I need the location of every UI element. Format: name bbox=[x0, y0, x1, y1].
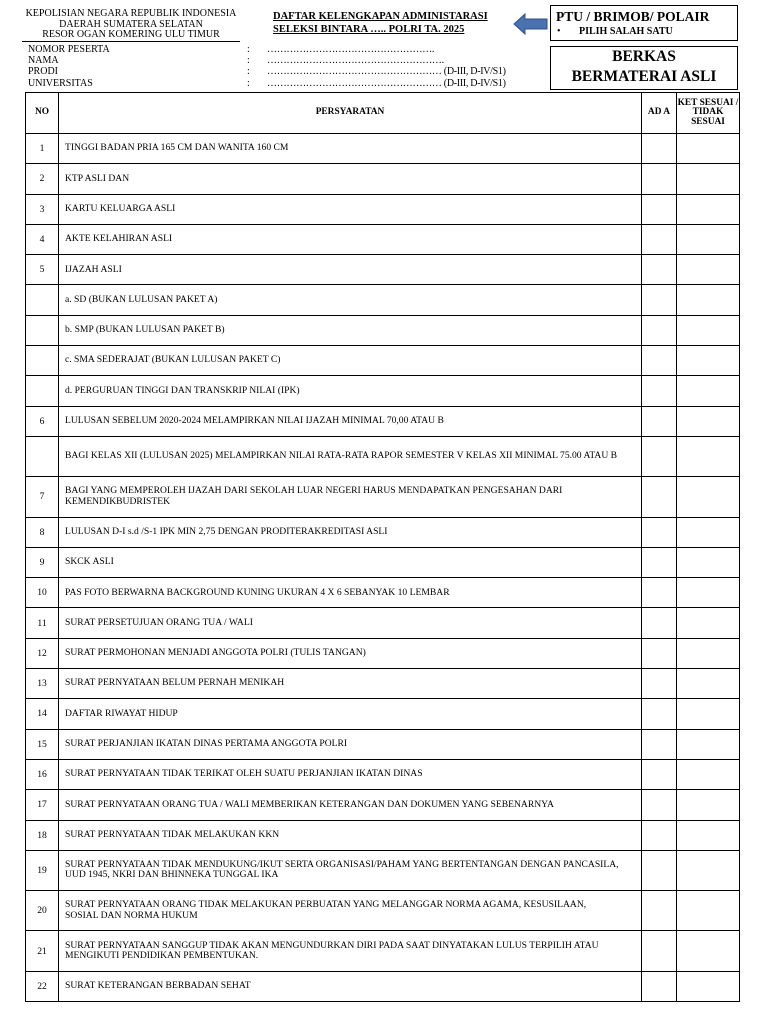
ada-checkbox-cell[interactable] bbox=[642, 729, 677, 759]
ket-cell[interactable] bbox=[677, 608, 740, 638]
ket-cell[interactable] bbox=[677, 931, 740, 971]
field-label: UNIVERSITAS bbox=[28, 77, 93, 89]
ket-cell[interactable] bbox=[677, 729, 740, 759]
table-row bbox=[26, 164, 740, 194]
requirement-text: DAFTAR RIWAYAT HIDUP bbox=[59, 699, 642, 729]
table-row bbox=[26, 699, 740, 729]
ada-checkbox-cell[interactable] bbox=[642, 164, 677, 194]
requirement-text: BAGI KELAS XII (LULUSAN 2025) MELAMPIRKAN NILAI RATA-RATA RAPOR SEMESTER V KELAS XII MINIMAL 75.00 ATAU B bbox=[59, 436, 642, 476]
row-number: 17 bbox=[26, 790, 59, 820]
row-number: 7 bbox=[26, 477, 59, 517]
org-line: DAERAH SUMATERA SELATAN bbox=[59, 18, 203, 30]
ada-checkbox-cell[interactable] bbox=[642, 891, 677, 931]
header-ket: KET SESUAI / TIDAK SESUAI bbox=[677, 93, 740, 134]
field-label: NAMA bbox=[28, 55, 59, 67]
table-row bbox=[26, 790, 740, 820]
header-ada: AD A bbox=[642, 93, 677, 134]
title-line: SELEKSI BINTARA ….. POLRI TA. 2025 bbox=[273, 24, 465, 35]
ket-cell[interactable] bbox=[677, 891, 740, 931]
ada-checkbox-cell[interactable] bbox=[642, 638, 677, 668]
ket-cell[interactable] bbox=[677, 638, 740, 668]
ket-cell[interactable] bbox=[677, 315, 740, 345]
row-number: 12 bbox=[26, 638, 59, 668]
table-row bbox=[26, 517, 740, 547]
row-number bbox=[26, 315, 59, 345]
table-row bbox=[26, 194, 740, 224]
requirement-text: PAS FOTO BERWARNA BACKGROUND KUNING UKURAN 4 X 6 SEBANYAK 10 LEMBAR bbox=[59, 578, 642, 608]
requirement-text: SURAT PERJANJIAN IKATAN DINAS PERTAMA ANGGOTA POLRI bbox=[59, 729, 642, 759]
row-number: 10 bbox=[26, 578, 59, 608]
ket-cell[interactable] bbox=[677, 376, 740, 406]
field-separator: : bbox=[247, 55, 250, 67]
org-underline bbox=[22, 41, 240, 42]
ada-checkbox-cell[interactable] bbox=[642, 376, 677, 406]
table-row bbox=[26, 134, 740, 164]
requirement-text: KARTU KELUARGA ASLI bbox=[59, 194, 642, 224]
field-dots: ……………………………………………. bbox=[267, 44, 435, 55]
table-row bbox=[26, 547, 740, 577]
field-blank[interactable] bbox=[267, 55, 444, 66]
requirement-text: c. SMA SEDERAJAT (BUKAN LULUSAN PAKET C) bbox=[59, 346, 642, 376]
field-label: PRODI bbox=[28, 66, 59, 78]
field-blank[interactable] bbox=[267, 66, 506, 77]
participant-fields bbox=[28, 44, 528, 89]
requirement-text: SURAT PERNYATAAN TIDAK TERIKAT OLEH SUATU PERJANJIAN IKATAN DINAS bbox=[59, 759, 642, 789]
bullet-icon: • bbox=[557, 26, 561, 37]
ada-checkbox-cell[interactable] bbox=[642, 669, 677, 699]
requirement-text: SURAT PERNYATAAN ORANG TIDAK MELAKUKAN PERBUATAN YANG MELANGGAR NORMA AGAMA, KESUSILAAN, SOSIAL DAN NORMA HUKUM bbox=[59, 891, 642, 931]
ket-cell[interactable] bbox=[677, 406, 740, 436]
requirements-table bbox=[25, 92, 740, 1002]
row-number bbox=[26, 376, 59, 406]
organization-name bbox=[22, 9, 240, 41]
ket-cell[interactable] bbox=[677, 547, 740, 577]
field-row-nama bbox=[28, 55, 528, 66]
berkas-line: BERKAS bbox=[612, 48, 676, 65]
ket-cell[interactable] bbox=[677, 477, 740, 517]
row-number: 14 bbox=[26, 699, 59, 729]
ket-cell[interactable] bbox=[677, 255, 740, 285]
table-header-row bbox=[26, 93, 740, 134]
row-number: 9 bbox=[26, 547, 59, 577]
requirement-text: SURAT KETERANGAN BERBADAN SEHAT bbox=[59, 971, 642, 1001]
ada-checkbox-cell[interactable] bbox=[642, 134, 677, 164]
requirement-text: KTP ASLI DAN bbox=[59, 164, 642, 194]
row-number: 2 bbox=[26, 164, 59, 194]
table-row bbox=[26, 931, 740, 971]
ada-checkbox-cell[interactable] bbox=[642, 346, 677, 376]
ket-cell[interactable] bbox=[677, 194, 740, 224]
row-number: 5 bbox=[26, 255, 59, 285]
row-number: 20 bbox=[26, 891, 59, 931]
ket-cell[interactable] bbox=[677, 436, 740, 476]
ket-cell[interactable] bbox=[677, 669, 740, 699]
table-row bbox=[26, 285, 740, 315]
row-number: 21 bbox=[26, 931, 59, 971]
field-row-nomor-peserta bbox=[28, 44, 528, 55]
requirement-text: BAGI YANG MEMPEROLEH IJAZAH DARI SEKOLAH LUAR NEGERI HARUS MENDAPATKAN PENGESAHAN DARI KEMENDIKBUDRISTEK bbox=[59, 477, 642, 517]
ada-checkbox-cell[interactable] bbox=[642, 255, 677, 285]
ada-checkbox-cell[interactable] bbox=[642, 194, 677, 224]
field-dots: ……………………………………………… bbox=[267, 77, 442, 89]
ada-checkbox-cell[interactable] bbox=[642, 850, 677, 890]
requirement-text: SURAT PERNYATAAN SANGGUP TIDAK AKAN MENGUNDURKAN DIRI PADA SAAT DINYATAKAN LULUS TERPILIH ATAU MENGIKUTI PENDIDIKAN PEMBENTUKAN. bbox=[59, 931, 642, 971]
ada-checkbox-cell[interactable] bbox=[642, 578, 677, 608]
ada-checkbox-cell[interactable] bbox=[642, 699, 677, 729]
row-number: 8 bbox=[26, 517, 59, 547]
header-no: NO bbox=[26, 93, 59, 134]
field-dots: ………………………………………………. bbox=[267, 55, 444, 67]
table-row bbox=[26, 255, 740, 285]
ada-checkbox-cell[interactable] bbox=[642, 406, 677, 436]
row-number: 11 bbox=[26, 608, 59, 638]
ket-cell[interactable] bbox=[677, 850, 740, 890]
ket-cell[interactable] bbox=[677, 759, 740, 789]
ket-cell[interactable] bbox=[677, 134, 740, 164]
table-row bbox=[26, 376, 740, 406]
berkas-box bbox=[550, 46, 738, 90]
ada-checkbox-cell[interactable] bbox=[642, 315, 677, 345]
category-sub-label: PILIH SALAH SATU bbox=[579, 26, 673, 37]
row-number: 1 bbox=[26, 134, 59, 164]
requirement-text: a. SD (BUKAN LULUSAN PAKET A) bbox=[59, 285, 642, 315]
header-persyaratan: PERSYARATAN bbox=[59, 93, 642, 134]
ada-checkbox-cell[interactable] bbox=[642, 477, 677, 517]
org-line: RESOR OGAN KOMERING ULU TIMUR bbox=[42, 29, 220, 40]
requirement-text: SURAT PERNYATAAN BELUM PERNAH MENIKAH bbox=[59, 669, 642, 699]
table-row bbox=[26, 315, 740, 345]
ket-cell[interactable] bbox=[677, 699, 740, 729]
category-box bbox=[550, 5, 738, 41]
row-number: 3 bbox=[26, 194, 59, 224]
field-blank[interactable] bbox=[267, 44, 434, 55]
table-row bbox=[26, 759, 740, 789]
table-row bbox=[26, 346, 740, 376]
requirement-text: TINGGI BADAN PRIA 165 CM DAN WANITA 160 CM bbox=[59, 134, 642, 164]
ada-checkbox-cell[interactable] bbox=[642, 436, 677, 476]
requirement-text: SURAT PERNYATAAN ORANG TUA / WALI MEMBERIKAN KETERANGAN DAN DOKUMEN YANG SEBENARNYA bbox=[59, 790, 642, 820]
requirement-text: LULUSAN SEBELUM 2020-2024 MELAMPIRKAN NILAI IJAZAH MINIMAL 70,00 ATAU B bbox=[59, 406, 642, 436]
requirement-text: LULUSAN D-I s.d /S-1 IPK MIN 2,75 DENGAN PRODITERAKREDITASI ASLI bbox=[59, 517, 642, 547]
table-row bbox=[26, 578, 740, 608]
table-row bbox=[26, 820, 740, 850]
row-number: 16 bbox=[26, 759, 59, 789]
table-row bbox=[26, 729, 740, 759]
row-number: 6 bbox=[26, 406, 59, 436]
ada-checkbox-cell[interactable] bbox=[642, 790, 677, 820]
table-row bbox=[26, 436, 740, 476]
berkas-line: BERMATERAI ASLI bbox=[571, 68, 717, 85]
table-row bbox=[26, 406, 740, 436]
requirement-text: AKTE KELAHIRAN ASLI bbox=[59, 224, 642, 254]
requirement-text: d. PERGURUAN TINGGI DAN TRANSKRIP NILAI (IPK) bbox=[59, 376, 642, 406]
field-blank[interactable] bbox=[267, 78, 506, 89]
category-title: PTU / BRIMOB/ POLAIR bbox=[556, 9, 710, 24]
ket-cell[interactable] bbox=[677, 790, 740, 820]
table-row bbox=[26, 638, 740, 668]
field-separator: : bbox=[247, 44, 250, 55]
ada-checkbox-cell[interactable] bbox=[642, 971, 677, 1001]
field-dots: ……………………………………………… bbox=[267, 66, 442, 78]
ada-checkbox-cell[interactable] bbox=[642, 285, 677, 315]
ket-cell[interactable] bbox=[677, 820, 740, 850]
ada-checkbox-cell[interactable] bbox=[642, 547, 677, 577]
requirement-text: SKCK ASLI bbox=[59, 547, 642, 577]
ada-checkbox-cell[interactable] bbox=[642, 931, 677, 971]
table-row bbox=[26, 477, 740, 517]
requirement-text: SURAT PERMOHONAN MENJADI ANGGOTA POLRI (TULIS TANGAN) bbox=[59, 638, 642, 668]
row-number bbox=[26, 346, 59, 376]
requirement-text: SURAT PERNYATAAN TIDAK MENDUKUNG/IKUT SERTA ORGANISASI/PAHAM YANG BERTENTANGAN DENGAN PANCASILA, UUD 1945, NKRI DAN BHINNEKA TUNGGAL IKA bbox=[59, 850, 642, 890]
ket-cell[interactable] bbox=[677, 346, 740, 376]
field-suffix: (D-III, D-IV/S1) bbox=[441, 77, 506, 89]
row-number: 4 bbox=[26, 224, 59, 254]
row-number: 15 bbox=[26, 729, 59, 759]
title-line: DAFTAR KELENGKAPAN ADMINISTARASI bbox=[273, 11, 488, 22]
table-row bbox=[26, 971, 740, 1001]
requirement-text: SURAT PERSETUJUAN ORANG TUA / WALI bbox=[59, 608, 642, 638]
ada-checkbox-cell[interactable] bbox=[642, 759, 677, 789]
table-row bbox=[26, 608, 740, 638]
ada-checkbox-cell[interactable] bbox=[642, 517, 677, 547]
row-number bbox=[26, 436, 59, 476]
ket-cell[interactable] bbox=[677, 517, 740, 547]
table-row bbox=[26, 224, 740, 254]
row-number: 19 bbox=[26, 850, 59, 890]
row-number: 22 bbox=[26, 971, 59, 1001]
ket-cell[interactable] bbox=[677, 971, 740, 1001]
category-subtitle bbox=[557, 26, 673, 37]
field-label: NOMOR PESERTA bbox=[28, 44, 110, 55]
field-separator: : bbox=[247, 66, 250, 78]
ket-cell[interactable] bbox=[677, 578, 740, 608]
field-separator: : bbox=[247, 77, 250, 89]
row-number: 18 bbox=[26, 820, 59, 850]
field-row-prodi bbox=[28, 66, 528, 77]
field-row-universitas bbox=[28, 78, 528, 89]
table-row bbox=[26, 891, 740, 931]
ket-cell[interactable] bbox=[677, 285, 740, 315]
ket-cell[interactable] bbox=[677, 224, 740, 254]
document-title bbox=[273, 10, 488, 36]
ada-checkbox-cell[interactable] bbox=[642, 224, 677, 254]
org-line: KEPOLISIAN NEGARA REPUBLIK INDONESIA bbox=[25, 8, 237, 19]
table-row bbox=[26, 850, 740, 890]
field-suffix: (D-III, D-IV/S1) bbox=[441, 66, 506, 78]
requirement-text: IJAZAH ASLI bbox=[59, 255, 642, 285]
ada-checkbox-cell[interactable] bbox=[642, 608, 677, 638]
requirement-text: SURAT PERNYATAAN TIDAK MELAKUKAN KKN bbox=[59, 820, 642, 850]
row-number bbox=[26, 285, 59, 315]
requirement-text: b. SMP (BUKAN LULUSAN PAKET B) bbox=[59, 315, 642, 345]
row-number: 13 bbox=[26, 669, 59, 699]
requirements-body bbox=[26, 134, 740, 1002]
table-row bbox=[26, 669, 740, 699]
ket-cell[interactable] bbox=[677, 164, 740, 194]
arrow-left-icon bbox=[513, 12, 549, 36]
ada-checkbox-cell[interactable] bbox=[642, 820, 677, 850]
